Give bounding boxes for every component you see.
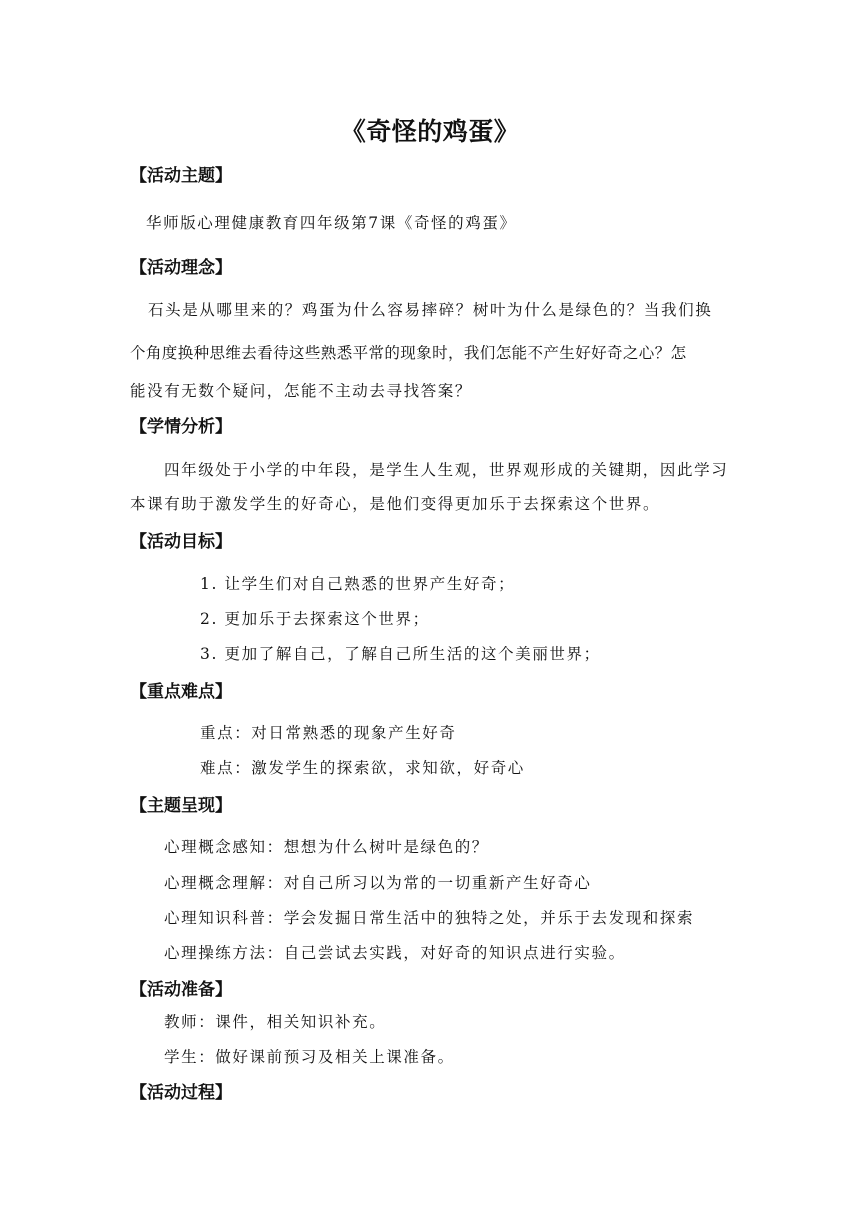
document-title: 《奇怪的鸡蛋》 (340, 117, 520, 146)
key-point-line: 重点：对日常熟悉的现象产生好奇 (200, 724, 457, 742)
analysis-line-1: 四年级处于小学的中年段，是学生人生观，世界观形成的关键期，因此学习 (164, 461, 729, 479)
heading-key-difficult-points: 【重点难点】 (130, 682, 232, 702)
preparation-student-line: 学生：做好课前预习及相关上课准备。 (164, 1048, 455, 1066)
heading-activity-preparation: 【活动准备】 (130, 980, 232, 1000)
heading-activity-concept: 【活动理念】 (130, 258, 232, 278)
theme-line-1: 华师版心理健康教育四年级第7课《奇怪的鸡蛋》 (146, 214, 517, 232)
analysis-line-2: 本课有助于激发学生的好奇心，是他们变得更加乐于去探索这个世界。 (130, 495, 661, 513)
goal-item-1: 1. 让学生们对自己熟悉的世界产生好奇； (200, 575, 516, 593)
heading-activity-theme: 【活动主题】 (130, 166, 232, 186)
difficult-point-line: 难点：激发学生的探索欲，求知欲，好奇心 (200, 759, 525, 777)
goal-item-3: 3. 更加了解自己，了解自己所生活的这个美丽世界； (200, 645, 601, 663)
presentation-line-4: 心理操练方法：自己尝试去实践，对好奇的知识点进行实验。 (164, 944, 626, 962)
heading-activity-goals: 【活动目标】 (130, 532, 232, 552)
goal-item-2: 2. 更加乐于去探索这个世界； (200, 610, 430, 628)
presentation-line-2: 心理概念理解：对自己所习以为常的一切重新产生好奇心 (164, 874, 592, 892)
preparation-teacher-line: 教师：课件，相关知识补充。 (164, 1013, 387, 1031)
concept-line-2: 个角度换种思维去看待这些熟悉平常的现象时，我们怎能不产生好好奇之心？怎 (130, 344, 687, 362)
heading-theme-presentation: 【主题呈现】 (130, 796, 232, 816)
heading-learner-analysis: 【学情分析】 (130, 417, 232, 437)
heading-activity-process: 【活动过程】 (130, 1083, 232, 1103)
concept-line-1: 石头是从哪里来的？鸡蛋为什么容易摔碎？树叶为什么是绿色的？当我们换 (148, 301, 713, 319)
presentation-line-3: 心理知识科普：学会发掘日常生活中的独特之处，并乐于去发现和探索 (164, 909, 695, 927)
presentation-line-1: 心理概念感知：想想为什么树叶是绿色的？ (164, 838, 489, 856)
concept-line-3: 能没有无数个疑问，怎能不主动去寻找答案？ (130, 382, 473, 400)
